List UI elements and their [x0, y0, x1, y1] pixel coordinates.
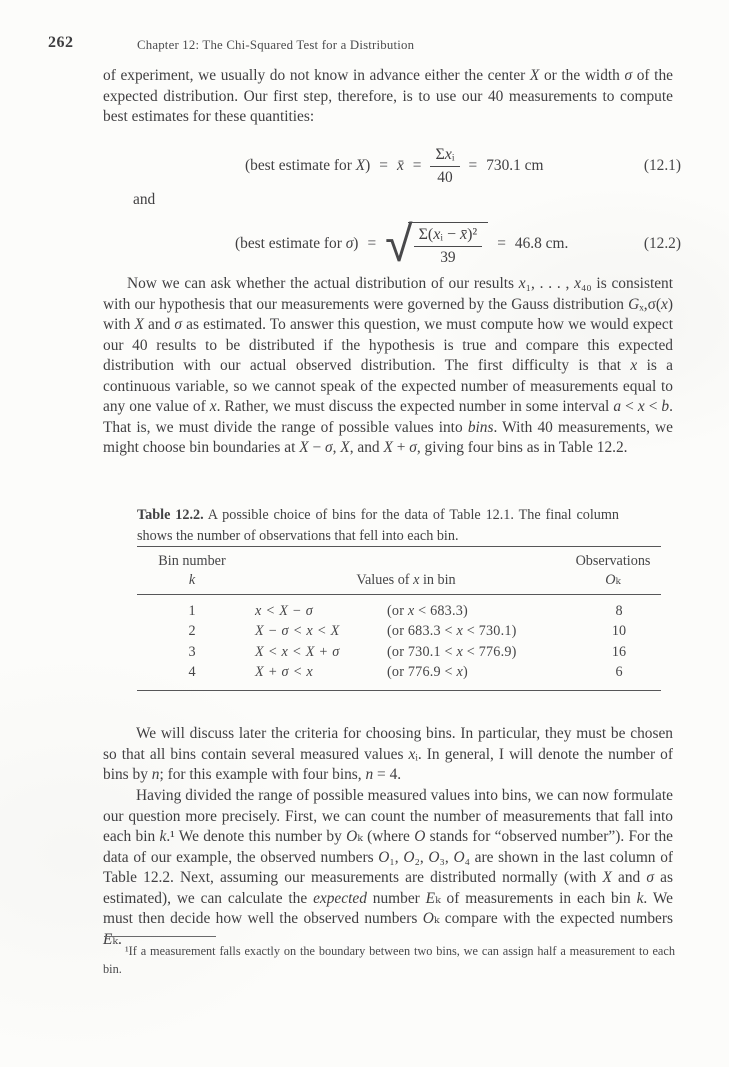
fraction-denominator: 39: [440, 248, 456, 266]
table-row: 1 x < X − σ (or x < 683.3) 8: [188, 603, 623, 619]
footnote-separator: [104, 936, 216, 937]
fraction-numerator: Σ(xᵢ − x̄)²: [414, 225, 483, 247]
equals-sign: =: [412, 157, 422, 174]
equation-number: (12.2): [643, 235, 681, 252]
paragraph-bins-criteria: We will discuss later the criteria for choosing bins. In particular, they must be chosen so that all bins contain several measured values xᵢ. In general, I will denote the number of bins by n; for this example with four bins, n = 4.: [103, 725, 673, 783]
paragraph-observed-expected: Having divided the range of possible measured values into bins, we can now formulate our question more precisely. First, we can count the number of measurements that fall into each bin k.¹ We denote this number by Oₖ (where O stands for “observed number”). For the data of our example, the observed numbers O₁, O₂, O₃, O₄ are shown in the last column of Table 12.2. Next, assuming our measurements are distributed normally (with X and σ as estimated), we can calculate the expected number Eₖ of measurements in each bin k. We must then decide how well the observed numbers Oₖ compare with the expected numbers Eₖ.: [103, 787, 674, 948]
table-body: [137, 595, 661, 690]
footnote-text: ¹If a measurement falls exactly on the boundary between two bins, we can assign half a measurement to each bin.: [103, 944, 675, 976]
fraction-denominator: 40: [437, 169, 453, 186]
equation-label: (best estimate for σ): [235, 235, 359, 252]
fraction: [430, 145, 459, 187]
paragraph-hypothesis: Now we can ask whether the actual distribution of our results x₁, . . . , x₄₀ is consistent with our hypothesis that our measurements were governed by the Gauss distribution Gₓ,σ(x) with X and σ as estimated. To answer this question, we must compute how we would expect our 40 results to be distributed if the hypothesis is true and compare this expected distribution with our actual observed distribution. The first difficulty is that x is a continuous variable, so we cannot speak of the expected number of measurements equal to any one value of x. Rather, we must discuss the expected number in some interval a < x < b. That is, we must divide the range of possible values into bins. With 40 measurements, we might choose bin boundaries at X − σ, X, and X + σ, giving four bins as in Table 12.2.: [103, 275, 674, 456]
running-header-chapter-title: Chapter 12: The Chi-Squared Test for a Distribution: [137, 38, 415, 52]
equals-sign: =: [367, 235, 377, 252]
table-caption-text: A possible choice of bins for the data of Table 12.1. The final column shows the number of observations that fell into each bin.: [137, 507, 619, 544]
table-12-2: [137, 546, 661, 691]
table-row: 3 X < x < X + σ (or 730.1 < x < 776.9) 16: [188, 643, 627, 660]
equation-12-1-body: [245, 145, 543, 187]
square-root: [385, 215, 488, 273]
equals-sign: =: [468, 157, 478, 174]
fraction-numerator: Σxᵢ: [430, 145, 459, 167]
fraction: [414, 225, 483, 267]
table-bottom-rule: [137, 690, 661, 691]
column-header-bin-number: Bin number k: [158, 553, 226, 588]
equals-sign: =: [497, 235, 506, 252]
table-row: 4 X + σ < x (or 776.9 < x) 6: [188, 663, 623, 680]
paragraph-intro: of experiment, we usually do not know in advance either the center X or the width σ of the expected distribution. Our first step, therefore, is to use our 40 measurements to compute best estimates for these quantities:: [103, 67, 673, 125]
column-header-values: Values of x in bin: [356, 572, 456, 588]
table-caption-label: Table 12.2.: [137, 507, 204, 523]
equation-12-2: [103, 213, 681, 275]
connector-and: and: [133, 191, 156, 208]
column-header-observations: Observations Oₖ: [575, 553, 651, 588]
equation-number: (12.1): [643, 157, 681, 174]
mean-symbol: x̄: [396, 157, 404, 174]
equation-result: 46.8 cm.: [514, 235, 569, 252]
equation-result: 730.1 cm: [486, 157, 544, 174]
equation-12-2-body: [235, 215, 569, 273]
equation-label: (best estimate for X): [245, 157, 371, 174]
table-header-row: [137, 547, 661, 594]
radical-sign: √: [385, 215, 413, 273]
table-caption: [137, 505, 619, 546]
equation-12-1: [103, 141, 681, 191]
radicand: [408, 222, 489, 267]
equals-sign: =: [379, 157, 388, 174]
table-row: 2 X − σ < x < X (or 683.3 < x < 730.1) 10: [188, 623, 627, 640]
page-number: 262: [48, 34, 74, 51]
